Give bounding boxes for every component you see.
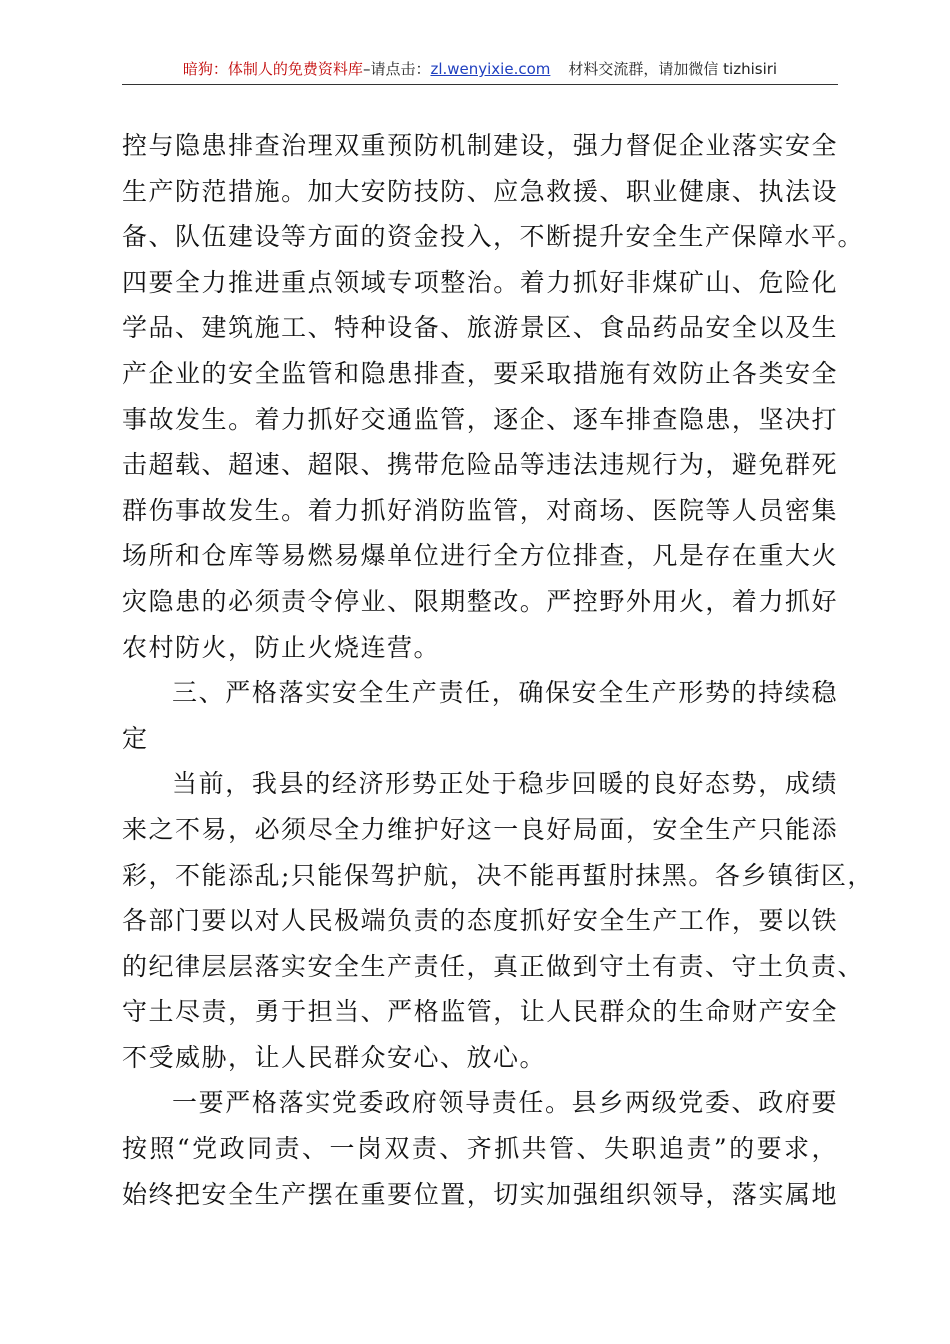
page-header	[122, 58, 838, 85]
header-prompt: –请点击：	[362, 60, 431, 78]
body-line: 守土尽责，勇于担当、严格监管，让人民群众的生命财产安全	[122, 997, 838, 1027]
body-line: 按照“党政同责、一岗双责、齐抓共管、失职追责”的要求，	[122, 1134, 838, 1164]
header-link[interactable]: zl.wenyixie.com	[430, 60, 551, 78]
body-line: 备、队伍建设等方面的资金投入，不断提升安全生产保障水平。	[122, 222, 865, 252]
body-line: 农村防火，防止火烧连营。	[122, 632, 441, 662]
paragraph-start: 一要严格落实党委政府领导责任。县乡两级党委、政府要	[172, 1088, 838, 1118]
document-body	[122, 123, 874, 1217]
body-line: 场所和仓库等易燃易爆单位进行全方位排查，凡是存在重大火	[122, 541, 838, 571]
body-line: 击超载、超速、超限、携带危险品等违法违规行为，避免群死	[122, 450, 838, 480]
body-line: 灾隐患的必须责令停业、限期整改。严控野外用火，着力抓好	[122, 586, 838, 616]
body-line: 四要全力推进重点领域专项整治。着力抓好非煤矿山、危险化	[122, 267, 838, 297]
header-contact: 材料交流群，请加微信 tizhisiri	[568, 60, 778, 78]
header-site-name: 暗狗：体制人的免费资料库	[182, 60, 363, 78]
body-line: 群伤事故发生。着力抓好消防监管，对商场、医院等人员密集	[122, 495, 838, 525]
body-line: 各部门要以对人民极端负责的态度抓好安全生产工作，要以铁	[122, 906, 838, 936]
body-line: 来之不易，必须尽全力维护好这一良好局面，安全生产只能添	[122, 814, 838, 844]
body-line: 控与隐患排查治理双重预防机制建设，强力督促企业落实安全	[122, 131, 838, 160]
body-line: 彩，不能添乱;只能保驾护航，决不能再蜇肘抹黑。各乡镇街区，	[122, 860, 874, 890]
paragraph-start: 当前，我县的经济形势正处于稳步回暖的良好态势，成绩	[172, 769, 838, 799]
body-line: 不受威胁，让人民群众安心、放心。	[122, 1042, 547, 1072]
body-line: 事故发生。着力抓好交通监管，逐企、逐车排查隐患，坚决打	[122, 404, 838, 434]
body-line: 学品、建筑施工、特种设备、旅游景区、食品药品安全以及生	[122, 313, 838, 343]
body-line: 产企业的安全监管和隐患排查，要采取措施有效防止各类安全	[122, 358, 838, 388]
section-heading-cont: 定	[122, 723, 149, 753]
body-line: 的纪律层层落实安全生产责任，真正做到守土有责、守土负责、	[122, 951, 865, 981]
body-line: 生产防范措施。加大安防技防、应急救援、职业健康、执法设	[122, 176, 838, 206]
body-line: 始终把安全生产摆在重要位置，切实加强组织领导，落实属地	[122, 1179, 838, 1209]
section-heading: 三、严格落实安全生产责任，确保安全生产形势的持续稳	[172, 678, 838, 708]
